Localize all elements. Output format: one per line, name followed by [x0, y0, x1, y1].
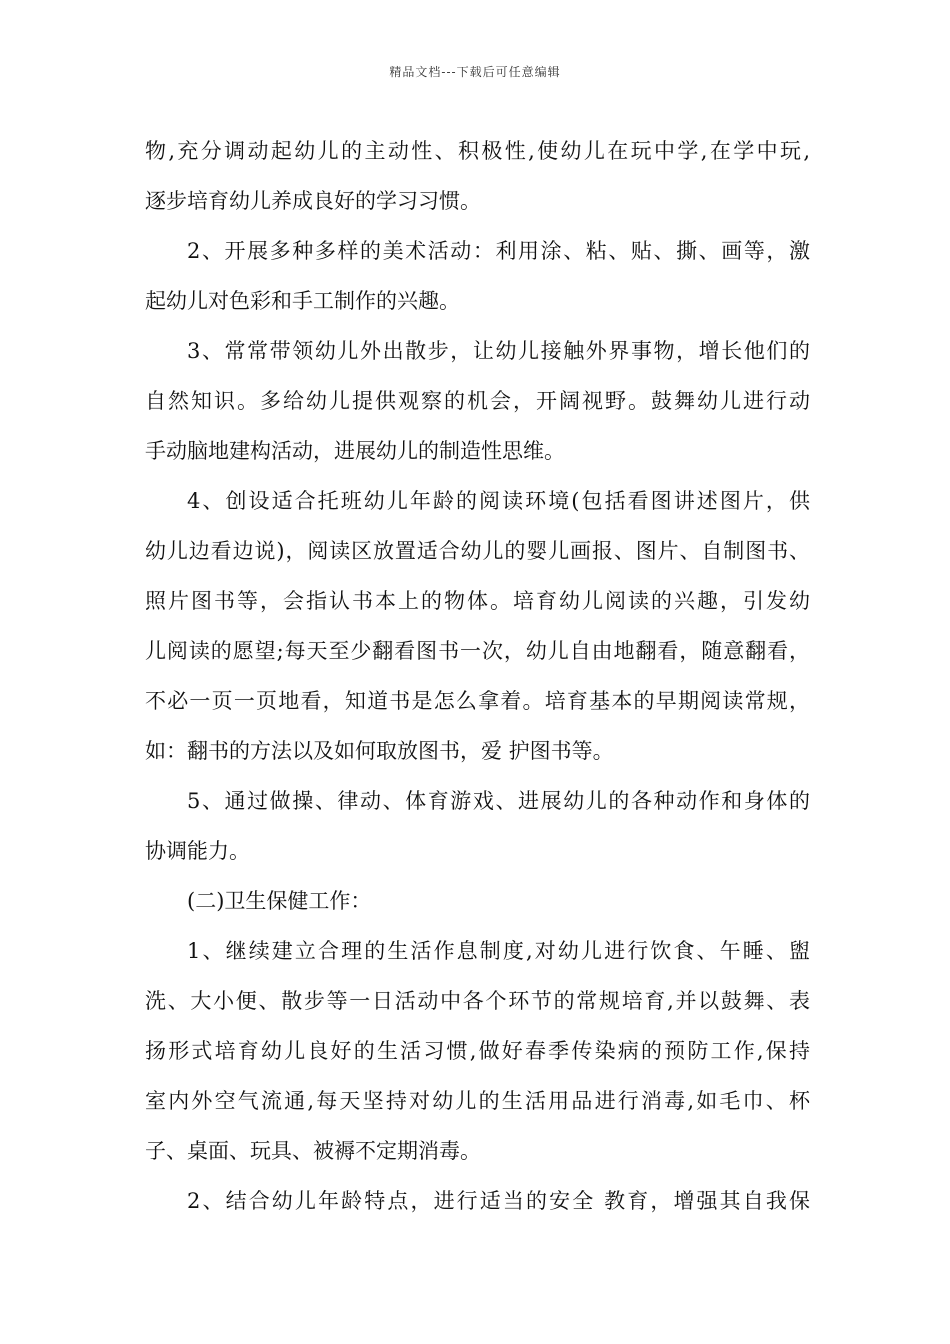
paragraph-line: 3、常常带领幼儿外出散步，让幼儿接触外界事物，增长他们的: [187, 339, 810, 363]
paragraph-line: 室内外空气流通,每天坚持对幼儿的生活用品进行消毒,如毛巾、杯: [145, 1089, 810, 1113]
paragraph-line: 2、开展多种多样的美术活动：利用涂、粘、贴、撕、画等，激: [187, 239, 810, 263]
document-body: [145, 126, 810, 1226]
paragraph-line: 如：翻书的方法以及如何取放图书，爱 护图书等。: [145, 739, 614, 763]
paragraph-line: 1、继续建立合理的生活作息制度,对幼儿进行饮食、午睡、盥: [187, 939, 810, 963]
paragraph-line: 2、结合幼儿年龄特点，进行适当的安全 教育，增强其自我保: [187, 1189, 810, 1213]
paragraph-line: 手动脑地建构活动，进展幼儿的制造性思维。: [145, 439, 565, 463]
paragraph-line: 4、创设适合托班幼儿年龄的阅读环境(包括看图讲述图片，供: [187, 489, 810, 513]
paragraph-line: 照片图书等，会指认书本上的物体。培育幼儿阅读的兴趣，引发幼: [145, 589, 810, 613]
paragraph-line: 起幼儿对色彩和手工制作的兴趣。: [145, 289, 460, 313]
paragraph-line: 逐步培育幼儿养成良好的学习习惯。: [145, 189, 481, 213]
paragraph-line: 幼儿边看边说)，阅读区放置适合幼儿的婴儿画报、图片、自制图书、: [145, 539, 810, 563]
page-header: 精品文档---下载后可任意编辑: [389, 65, 561, 79]
paragraph-line: 扬形式培育幼儿良好的生活习惯,做好春季传染病的预防工作,保持: [145, 1039, 810, 1063]
paragraph-line: 不必一页一页地看，知道书是怎么拿着。培育基本的早期阅读常规，: [145, 689, 810, 713]
paragraph-line: 子、桌面、玩具、被褥不定期消毒。: [145, 1139, 481, 1163]
paragraph-line: 儿阅读的愿望;每天至少翻看图书一次，幼儿自由地翻看，随意翻看，: [145, 639, 810, 663]
paragraph-line: 物,充分调动起幼儿的主动性、积极性,使幼儿在玩中学,在学中玩,: [145, 139, 810, 163]
paragraph-line: 自然知识。多给幼儿提供观察的机会，开阔视野。鼓舞幼儿进行动: [145, 389, 810, 413]
paragraph-line: 5、通过做操、律动、体育游戏、进展幼儿的各种动作和身体的: [187, 789, 810, 813]
paragraph-line: 洗、大小便、散步等一日活动中各个环节的常规培育,并以鼓舞、表: [145, 989, 810, 1013]
section-heading: (二)卫生保健工作：: [187, 889, 372, 913]
paragraph-line: 协调能力。: [145, 839, 250, 863]
